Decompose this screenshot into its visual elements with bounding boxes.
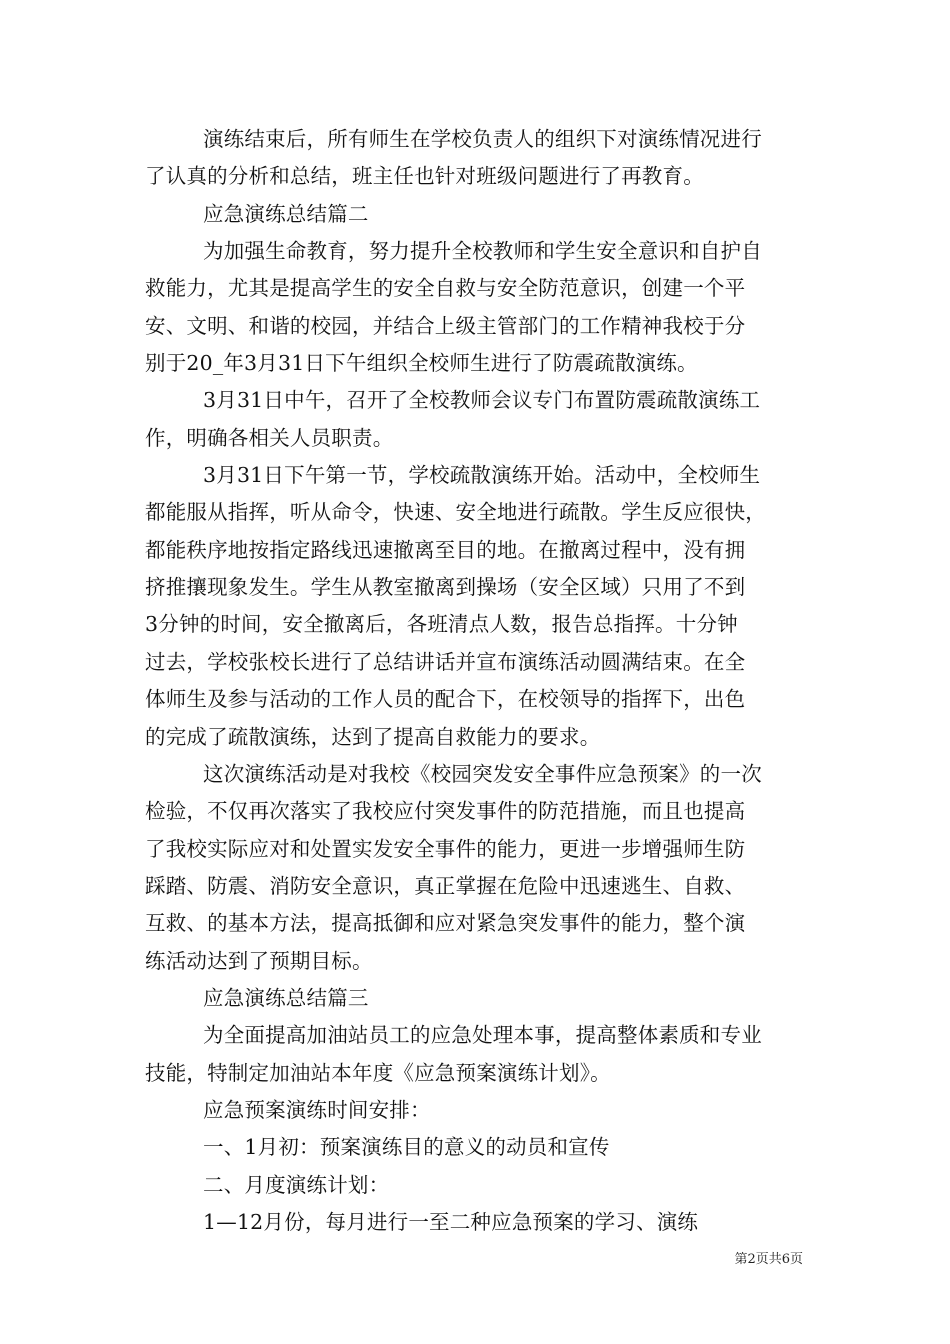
paragraph-line: 了我校实际应对和处置实发安全事件的能力，更进一步增强师生防 xyxy=(145,836,746,861)
page-number-footer: 第2页共6页 xyxy=(734,1252,803,1267)
paragraph-line: 过去，学校张校长进行了总结讲话并宣布演练活动圆满结束。在全 xyxy=(145,649,746,674)
paragraph-first-line: 演练结束后，所有师生在学校负责人的组织下对演练情况进行 xyxy=(203,127,762,151)
paragraph-first-line: 这次演练活动是对我校《校园突发安全事件应急预案》的一次 xyxy=(203,761,762,786)
paragraph-line: 都能秩序地按指定路线迅速撤离至目的地。在撤离过程中，没有拥 xyxy=(145,537,746,562)
paragraph-line: 救能力，尤其是提高学生的安全自救与安全防范意识，创建一个平 xyxy=(145,276,746,301)
paragraph-line: 互救、的基本方法，提高抵御和应对紧急突发事件的能力，整个演 xyxy=(145,911,746,936)
paragraph-line: 踩踏、防震、消防安全意识，真正掌握在危险中迅速逃生、自救、 xyxy=(145,873,746,898)
paragraph-line: 作，明确各相关人员职责。 xyxy=(145,425,394,450)
paragraph-line: 练活动达到了预期目标。 xyxy=(145,948,373,973)
paragraph-line: 挤推攘现象发生。学生从教室撤离到操场（安全区域）只用了不到 xyxy=(145,575,746,600)
paragraph-first-line: 3月31日下午第一节，学校疏散演练开始。活动中，全校师生 xyxy=(203,463,761,488)
paragraph-first-line: 应急演练总结篇三 xyxy=(203,985,369,1010)
paragraph-line: 体师生及参与活动的工作人员的配合下，在校领导的指挥下，出色 xyxy=(145,687,746,712)
paragraph-first-line: 应急预案演练时间安排： xyxy=(203,1097,431,1122)
paragraph-first-line: 为全面提高加油站员工的应急处理本事，提高整体素质和专业 xyxy=(203,1023,762,1048)
paragraph-line: 技能，特制定加油站本年度《应急预案演练计划》。 xyxy=(145,1060,611,1085)
paragraph-first-line: 一、1月初：预案演练目的意义的动员和宣传 xyxy=(203,1135,610,1160)
paragraph-first-line: 1—12月份，每月进行一至二种应急预案的学习、演练 xyxy=(203,1209,699,1234)
paragraph-first-line: 二、月度演练计划： xyxy=(203,1172,390,1197)
paragraph-line: 3分钟的时间，安全撤离后，各班清点人数，报告总指挥。十分钟 xyxy=(145,612,738,637)
paragraph-line: 别于20_年3月31日下午组织全校师生进行了防震疏散演练。 xyxy=(145,351,698,376)
paragraph-first-line: 3月31日中午，召开了全校教师会议专门布置防震疏散演练工 xyxy=(203,388,761,413)
paragraph-line: 安、文明、和谐的校园，并结合上级主管部门的工作精神我校于分 xyxy=(145,313,746,338)
paragraph-line: 了认真的分析和总结，班主任也针对班级问题进行了再教育。 xyxy=(145,164,704,189)
paragraph-line: 的完成了疏散演练，达到了提高自救能力的要求。 xyxy=(145,724,601,749)
paragraph-first-line: 应急演练总结篇二 xyxy=(203,201,369,226)
paragraph-line: 都能服从指挥，听从命令，快速、安全地进行疏散。学生反应很快， xyxy=(145,500,766,525)
paragraph-first-line: 为加强生命教育，努力提升全校教师和学生安全意识和自护自 xyxy=(203,239,762,264)
paragraph-line: 检验，不仅再次落实了我校应付突发事件的防范措施，而且也提高 xyxy=(145,799,746,824)
document-body xyxy=(145,121,813,1241)
